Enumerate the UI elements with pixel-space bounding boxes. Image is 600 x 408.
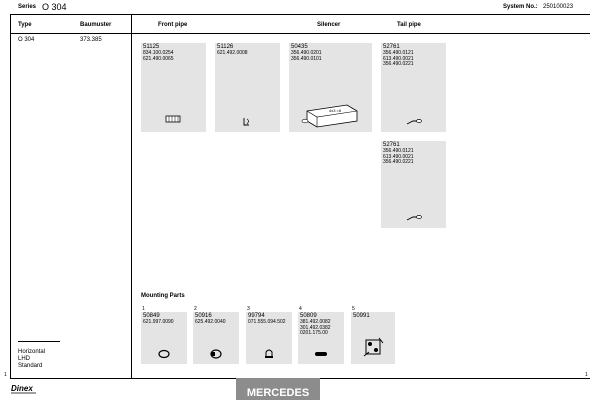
mounting-part-card[interactable]: [141, 312, 187, 364]
part-number: 613.490.0021: [383, 55, 414, 62]
part-card-silencer[interactable]: [289, 43, 372, 132]
part-card-front-pipe[interactable]: [141, 43, 206, 132]
part-code: 50849: [143, 313, 160, 319]
part-number: 381.492.0082: [300, 319, 331, 325]
mounting-index: 2: [194, 306, 197, 312]
part-number: 0201.175.00: [300, 330, 328, 337]
part-number: 621.492.0008: [217, 50, 248, 56]
mounting-index: 4: [299, 306, 302, 312]
part-number: 301.492.0382: [300, 324, 331, 331]
mounting-part-card[interactable]: [246, 312, 292, 364]
note-standard: Standard: [18, 363, 43, 369]
series-label: Series: [18, 4, 37, 10]
part-code: 50991: [353, 313, 370, 319]
brand-banner: MERCEDES: [236, 378, 320, 400]
part-number: 356.490.0221: [383, 61, 414, 68]
part-number: 356.490.0101: [291, 55, 322, 62]
mounting-index: 5: [352, 306, 355, 312]
part-number: 613.490.0021: [383, 153, 414, 160]
clamp-icon: [208, 348, 224, 360]
mounting-index: 3: [247, 306, 250, 312]
bolt-clamp-icon: [262, 347, 276, 359]
gasket-icon: [313, 350, 329, 358]
part-number: 356.490.0121: [383, 148, 414, 154]
part-card-tail-pipe[interactable]: [381, 43, 446, 132]
part-card-front-pipe-2[interactable]: [215, 43, 280, 132]
note-lhd: LHD: [18, 356, 31, 362]
column-rule: [10, 33, 590, 34]
page-number: 1: [585, 372, 588, 378]
mounting-parts-title: Mounting Parts: [141, 293, 185, 299]
part-number: 356.490.0201: [291, 50, 322, 56]
bracket-assembly-icon: [361, 334, 387, 360]
part-number: 356.490.0221: [383, 159, 414, 166]
silencer-box-icon: [301, 101, 361, 131]
left-panel-divider: [131, 14, 132, 378]
column-silencer: Silencer: [317, 22, 341, 28]
part-code: 50916: [195, 313, 212, 319]
top-rule: [10, 14, 590, 15]
type-label: Type: [18, 22, 32, 28]
part-number: 621.490.0065: [143, 55, 174, 62]
mounting-part-card[interactable]: [351, 312, 395, 364]
dinex-logo: [10, 382, 38, 394]
type-value: O 304: [18, 37, 35, 43]
column-front-pipe: Front pipe: [158, 22, 188, 28]
left-page-mark: 1: [4, 372, 7, 378]
part-code: 51125: [143, 44, 160, 50]
column-tail-pipe: Tail pipe: [397, 22, 421, 28]
part-number: 356.490.0121: [383, 50, 414, 56]
mounting-index: 1: [142, 306, 145, 312]
tail-pipe-icon: [405, 117, 423, 127]
baumuster-value: 373.385: [80, 37, 102, 43]
notes-rule: [18, 341, 60, 342]
part-code: 99794: [248, 313, 265, 319]
part-number: 071.555.094.502: [248, 319, 286, 325]
system-label: System No.:: [503, 4, 538, 10]
part-number: 625.492.0040: [195, 319, 226, 325]
page-left-border: [10, 14, 11, 378]
series-value: O 304: [42, 2, 67, 12]
pipe-bend-icon: [241, 116, 255, 128]
part-number: 834.100.0254: [143, 50, 174, 56]
part-code: 50809: [300, 313, 317, 319]
baumuster-label: Baumuster: [80, 22, 112, 28]
part-code: 51126: [217, 44, 234, 50]
part-number: 621.997.0090: [143, 319, 174, 325]
note-horizontal: Horizontal: [18, 349, 46, 355]
silencer-label: 4x3 =6: [329, 108, 342, 113]
part-card-tail-pipe-2[interactable]: [381, 141, 446, 228]
system-value: 250100023: [543, 4, 574, 10]
svg-text:Dinex: Dinex: [11, 384, 33, 393]
mounting-part-card[interactable]: [193, 312, 239, 364]
mounting-part-card[interactable]: [298, 312, 344, 364]
clamp-ring-icon: [157, 349, 171, 359]
part-code: 52761: [383, 142, 400, 148]
part-code: 50435: [291, 44, 308, 50]
part-code: 52761: [383, 44, 400, 50]
tail-pipe-icon: [405, 213, 423, 223]
flex-pipe-icon: [163, 113, 183, 125]
